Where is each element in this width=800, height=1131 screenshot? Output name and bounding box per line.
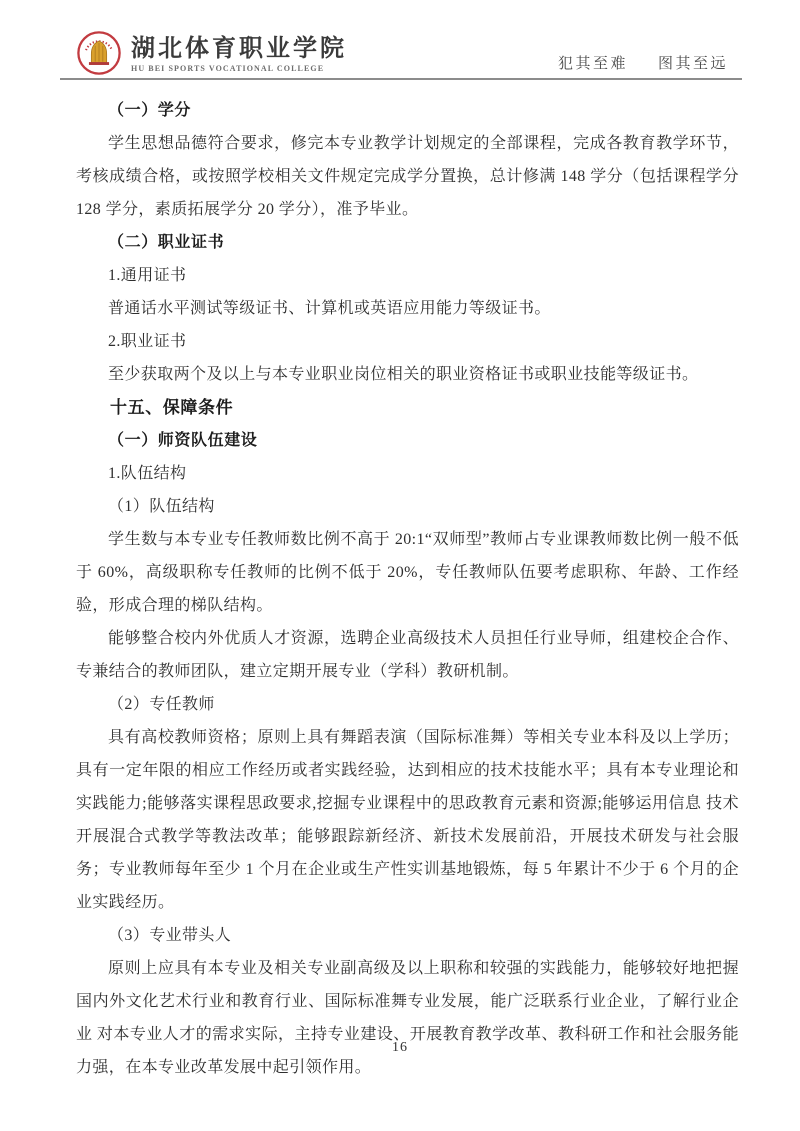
paragraph: 学生数与本专业专任教师数比例不高于 20:1“双师型”教师占专业课教师数比例一般不低于 60%，高级职称专任教师的比例不低于 20%，专任教师队伍要考虑职称、年龄、工作经验，形成合理的梯队结构。 [76,531,739,614]
paragraph: （3）专业带头人 [108,927,232,944]
college-brand [76,30,347,76]
page-number: 16 [392,1040,408,1055]
college-name-zh: 湖北体育职业学院 [131,36,347,62]
motto-left: 犯其至难 [557,56,628,72]
paragraph: 能够整合校内外优质人才资源，选聘企业高级技术人员担任行业导师，组建校企合作、专兼结合的教师团队，建立定期开展专业（学科）教研机制。 [76,630,739,680]
paragraph: 2.职业证书 [108,333,187,350]
college-name-en: HU BEI SPORTS VOCATIONAL COLLEGE [131,64,325,73]
paragraph: 具有高校教师资格；原则上具有舞蹈表演（国际标准舞）等相关专业本科及以上学历；具有一定年限的相应工作经历或者实践经验，达到相应的技术技能水平；具有本专业理论和实践能力;能够落实课程思政要求,挖掘专业课程中的思政教育元素和资源;能够运用信息 技术开展混合式教学等教法改革；能够跟踪新经济、新技术发展前沿，开展技术研发与社会服务；专业教师每年至少 1 个月在企业或生产性实训基地锻炼，每 5 年累计不少于 6 个月的企业实践经历。 [76,729,739,911]
paragraph: 1.队伍结构 [108,465,187,482]
heading-sub: （一）师资队伍建设 [108,432,258,449]
motto-right: 图其至远 [657,56,728,72]
heading-sub: （一）学分 [108,102,192,119]
paragraph: 学生思想品德符合要求，修完本专业教学计划规定的全部课程，完成各教育教学环节，考核成绩合格，或按照学校相关文件规定完成学分置换，总计修满 148 学分（包括课程学分 128 学分，素质拓展学分 20 学分），准予毕业。 [76,135,739,218]
paragraph: 至少获取两个及以上与本专业职业岗位相关的职业资格证书或职业技能等级证书。 [108,366,699,383]
document-body [76,94,739,1084]
college-motto [558,52,728,73]
college-name [131,30,347,73]
page-header [60,28,742,80]
heading-sub: （二）职业证书 [108,234,225,251]
heading-chapter: 十五、保障条件 [110,398,234,417]
college-emblem-icon [76,30,122,76]
paragraph: （2）专任教师 [108,696,215,713]
paragraph: （1）队伍结构 [108,498,215,515]
paragraph: 普通话水平测试等级证书、计算机或英语应用能力等级证书。 [108,300,551,317]
paragraph: 原则上应具有本专业及相关专业副高级及以上职称和较强的实践能力，能够较好地把握国内外文化艺术行业和教育行业、国际标准舞专业发展，能广泛联系行业企业，了解行业企业 对本专业人才的需求实际，主持专业建设、开展教育教学改革、教科研工作和社会服务能力强，在本专业改革发展中起引领作用。 [76,960,739,1076]
paragraph: 1.通用证书 [108,267,187,284]
